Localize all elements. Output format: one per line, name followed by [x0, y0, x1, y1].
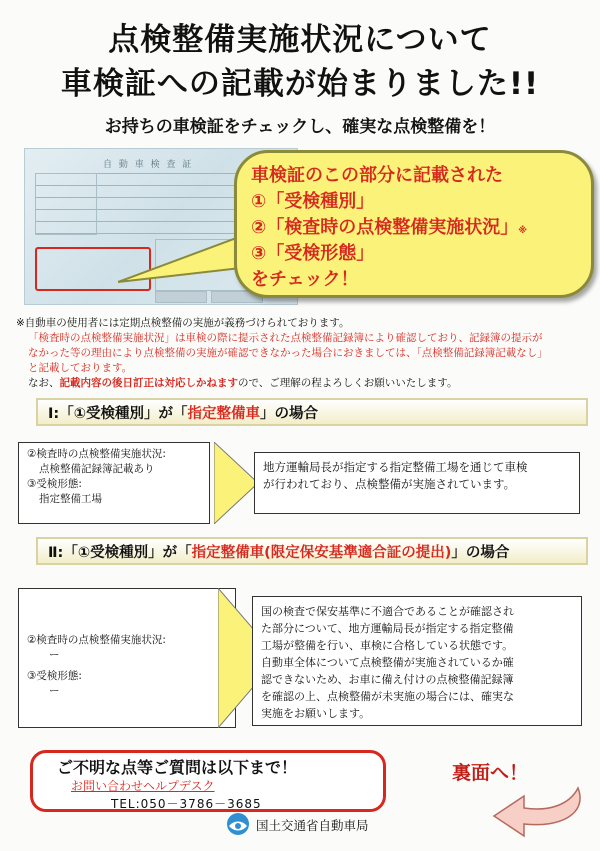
footer-agency: 国土交通省自動車局 — [256, 818, 369, 833]
section2-left-line1: ②検査時の点検整備実施状況: — [27, 634, 166, 646]
section2-heading-red: 指定整備車(限定保安基準適合証の提出) — [191, 545, 452, 561]
section1-heading — [36, 398, 588, 426]
section2-left-line2: ー — [49, 649, 60, 661]
curved-arrow-icon — [490, 784, 590, 842]
callout-line3-text: ②「検査時の点検整備実施状況」 — [251, 217, 519, 238]
section1-right-box — [254, 452, 580, 514]
section2-right-line1: 国の検査で保安基準に不適合であることが確認され — [261, 605, 514, 618]
section2-left-box — [18, 588, 236, 728]
note-line3: なかった等の理由により点検整備の実施が確認できなかった場合におきましては、「点検整備記録簿記載なし」 — [28, 347, 548, 359]
section1-heading-pre: Ⅰ:「①受検種別」が「 — [48, 406, 188, 422]
page-title-line2: 車検証への記載が始まりました!! — [60, 66, 540, 102]
note-line5-post: ので、ご理解の程よろしくお願いいたします。 — [238, 377, 458, 389]
note-line5 — [16, 376, 588, 391]
callout-line4: ③「受検形態」 — [251, 243, 375, 264]
section1-left-line2: 点検整備記録簿記載あり — [39, 463, 155, 475]
footer — [226, 810, 426, 840]
page-title-line1: 点検整備実施状況について — [108, 22, 492, 58]
section1-left-line1: ②検査時の点検整備実施状況: — [27, 448, 166, 460]
section2-left-line4: ー — [49, 685, 60, 697]
section1-left-line4: 指定整備工場 — [39, 493, 102, 505]
see-reverse-label: 裏面へ！ — [452, 762, 529, 784]
section2-heading-post: 」の場合 — [451, 545, 510, 561]
page-subtitle: お持ちの車検証をチェックし、確実な点検整備を！ — [104, 117, 496, 137]
note-line5-pre: なお、 — [28, 377, 60, 389]
section2-right-line5: 認できないため、お車に備え付けの点検整備記録簿 — [261, 673, 514, 686]
section2-right-line3: 工場が整備を行い、車検に合格している状態です。 — [261, 639, 514, 652]
section2-right-line2: た部分について、地方運輸局長が指定する指定整備 — [261, 622, 514, 635]
section1-right-line2: が行われており、点検整備が実施されています。 — [263, 477, 516, 491]
callout-line5: をチェック！ — [251, 269, 359, 290]
helpdesk-phone: TEL:050－3786－3685 — [111, 797, 262, 811]
section2-left-line3: ③受検形態: — [27, 670, 82, 682]
section1-right-line1: 地方運輸局長が指定する指定整備工場を通じて車検 — [263, 460, 528, 474]
section2-right-line4: 自動車全体について点検整備が実施されているか確 — [261, 656, 514, 669]
section2-heading — [36, 537, 588, 565]
callout-line2: ①「受検種別」 — [251, 191, 375, 212]
section2-right-box — [252, 596, 582, 726]
callout-line1: 車検証のこの部分に記載された — [251, 165, 503, 186]
section1-left-line3: ③受検形態: — [27, 478, 82, 490]
section2-right-line6: を確認の上、点検整備が未実施の場合には、確実な — [261, 690, 514, 703]
note-line1: ※自動車の使用者には定期点検整備の実施が義務づけられております。 — [16, 317, 350, 329]
contact-title: ご不明な点等ご質問は以下まで！ — [57, 758, 298, 777]
notes-block — [16, 316, 588, 391]
section1-heading-red: 指定整備車 — [187, 406, 260, 422]
contact-box — [30, 750, 386, 812]
check-callout — [234, 150, 594, 298]
section1-left-box — [18, 442, 210, 524]
callout-line3 — [251, 213, 527, 239]
section2-heading-pre: Ⅱ:「①受検種別」が「 — [48, 545, 192, 561]
section2-right-line7: 実施をお願いします。 — [261, 707, 371, 720]
section1-arrow — [214, 442, 258, 524]
section1-heading-post: 」の場合 — [259, 406, 318, 422]
mlit-logo-icon — [226, 812, 250, 836]
note-line4: と記載しております。 — [28, 362, 133, 374]
helpdesk-link[interactable]: お問い合わせヘルプデスク — [71, 779, 215, 793]
callout-note-mark: ※ — [518, 226, 527, 236]
certificate-header: 自 動 車 検 査 証 — [103, 160, 194, 170]
note-line2: 「検査時の点検整備実施状況」は車検の際に提示された点検整備記録簿により確認しており、記録簿の提示が — [28, 332, 543, 344]
note-line5-bold: 記載内容の後日訂正は対応しかねます — [59, 377, 238, 389]
